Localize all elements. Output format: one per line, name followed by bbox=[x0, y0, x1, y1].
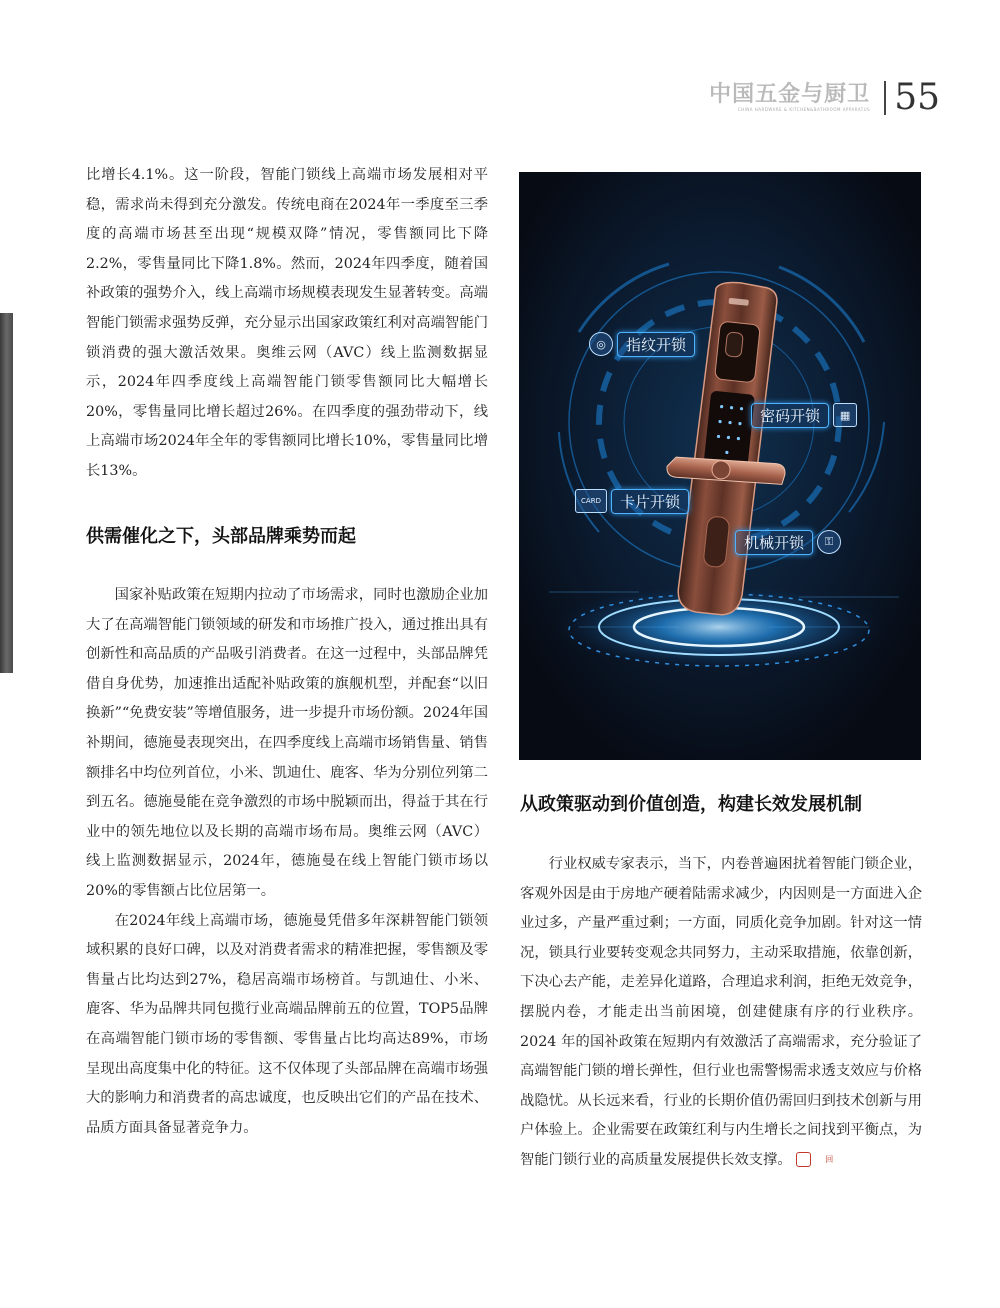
mechanical-label: 机械开锁 bbox=[735, 530, 813, 555]
body-paragraph bbox=[520, 850, 922, 1176]
magazine-subtitle: CHINA HARDWARE & KITCHEN&BATHROOM APPARATUS bbox=[737, 107, 871, 112]
magazine-logo bbox=[709, 83, 870, 113]
magazine-title: 中国五金与厨卫 bbox=[709, 82, 871, 107]
card-unlock-tag bbox=[575, 488, 689, 514]
left-column-body bbox=[86, 581, 488, 1143]
fingerprint-icon: ◎ bbox=[589, 332, 613, 356]
page-number: 55 bbox=[894, 77, 940, 118]
section-heading-left: 供需催化之下，头部品牌乘势而起 bbox=[86, 526, 356, 547]
password-unlock-tag bbox=[751, 402, 857, 428]
keypad-icon: ▦ bbox=[833, 403, 857, 427]
intro-paragraph: 比增长4.1%。这一阶段，智能门锁线上高端市场发展相对平稳，需求尚未得到充分激发。传统电商在2024年一季度至三季度的高端市场甚至出现“规模双降”情况，零售额同比下降2.2%，零售量同比下降1.8%。然而，2024年四季度，随着国补政策的强势介入，线上高端市场规模表现发生显著转变。高端智能门锁需求强势反弹，充分显示出国家政策红利对高端智能门锁消费的强大激活效果。奥维云网（AVC）线上监测数据显示，2024年四季度线上高端智能门锁零售额同比大幅增长20%，零售量同比增长超过26%。在四季度的强劲带动下，线上高端市场2024年全年的零售额同比增长10%，零售量同比增长13%。 bbox=[86, 167, 488, 479]
password-label: 密码开锁 bbox=[751, 403, 829, 428]
card-label: 卡片开锁 bbox=[611, 489, 689, 514]
mechanical-unlock-tag bbox=[735, 529, 841, 555]
section-heading-right: 从政策驱动到价值创造，构建长效发展机制 bbox=[520, 794, 862, 815]
page-header bbox=[709, 78, 940, 118]
body-paragraph: 国家补贴政策在短期内拉动了市场需求，同时也激励企业加大了在高端智能门锁领域的研发和市场推广投入，通过推出具有创新性和高品质的产品吸引消费者。在这一过程中，头部品牌凭借自身优势，加速推出适配补贴政策的旗舰机型，并配套“以旧换新”“免费安装”等增值服务，进一步提升市场份额。2024年国补期间，德施曼表现突出，在四季度线上高端市场销售量、销售额排名中均位列首位，小米、凯迪仕、鹿客、华为分别位列第二到五名。德施曼能在竞争激烈的市场中脱颖而出，得益于其在行业中的领先地位以及长期的高端市场布局。奥维云网（AVC）线上监测数据显示，2024年，德施曼在线上智能门锁市场以20%的零售额占比位居第一。 bbox=[86, 587, 488, 899]
card-icon: CARD bbox=[575, 489, 607, 513]
key-icon: ⚿ bbox=[817, 530, 841, 554]
fingerprint-label: 指纹开锁 bbox=[617, 332, 695, 357]
body-paragraph: 在2024年线上高端市场，德施曼凭借多年深耕智能门锁领域积累的良好口碑，以及对消费者需求的精准把握，零售额及零售量占比均达到27%，稳居高端市场榜首。与凯迪仕、小米、鹿客、华为品牌共同包揽行业高端品牌前五的位置，TOP5品牌在高端智能门锁市场的零售额、零售量占比均高达89%，市场呈现出高度集中化的特征。这不仅体现了头部品牌在高端市场强大的影响力和消费者的高忠诚度，也反映出它们的产品在技术、品质方面具备显著竞争力。 bbox=[86, 912, 488, 1136]
smart-lock-photo bbox=[519, 172, 921, 760]
body-paragraph-text: 行业权威专家表示，当下，内卷普遍困扰着智能门锁企业，客观外因是由于房地产硬着陆需求减少，内因则是一方面进入企业过多，产量严重过剩；一方面，同质化竞争加剧。针对这一情况，锁具行业要转变观念共同努力，主动采取措施，依靠创新，下决心去产能，走差异化道路，合理追求利润，拒绝无效竞争，摆脱内卷，才能走出当前困境，创建健康有序的行业秩序。2024 年的国补政策在短期内有效激活了高端需求，充分验证了高端智能门锁的增长弹性，但行业也需警惕需求透支效应与价格战隐忧。从长远来看，行业的长期价值仍需回归到技术创新与用户体验上。企业需要在政策红利与内生增长之间找到平衡点，为智能门锁行业的高质量发展提供长效支撑。 bbox=[520, 856, 922, 1168]
lock-illustration bbox=[519, 172, 921, 760]
right-column-body bbox=[520, 850, 922, 1176]
left-column-intro bbox=[86, 161, 488, 487]
header-divider bbox=[884, 81, 886, 115]
side-decoration-bar bbox=[0, 313, 13, 673]
end-mark-icon: 回 bbox=[796, 1152, 811, 1167]
fingerprint-unlock-tag bbox=[589, 331, 695, 357]
